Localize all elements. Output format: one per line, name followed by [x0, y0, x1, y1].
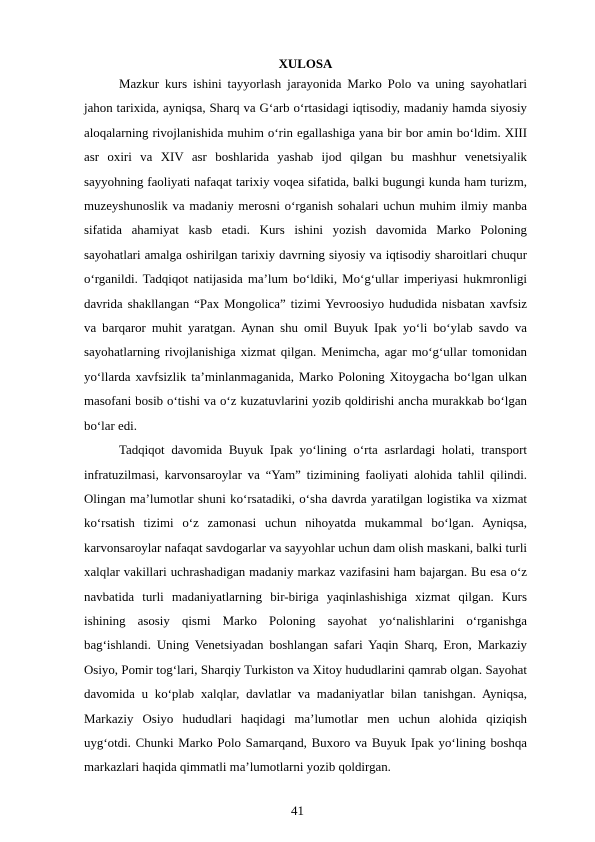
document-page — [84, 56, 527, 780]
page-number: 41 — [291, 804, 304, 818]
body-paragraph-1: Mazkur kurs ishini tayyorlash jarayonida Marko Polo va uning sayohatlari jahon tarixida, ayniqsa, Sharq va G‘arb o‘rtasidagi iqtisodiy, madaniy hamda siyosiy aloqalarning rivojlanishida muhim o‘rin egallashiga yana bir bor amin bo‘ldim. XIII asr oxiri va XIV asr boshlarida yashab ijod qilgan bu mashhur venetsiyalik sayyohning faoliyati nafaqat tarixiy voqea sifatida, balki bugungi kunda ham turizm, muzeyshunoslik va madaniy merosni o‘rganish sohalari uchun muhim ilmiy manba sifatida ahamiyat kasb etadi. Kurs ishini yozish davomida Marko Poloning sayohatlari amalga oshirilgan tarixiy davrning siyosiy va iqtisodiy sharoitlari chuqur o‘rganildi. Tadqiqot natijasida ma’lum bo‘ldiki, Mo‘g‘ullar imperiyasi hukmronligi davrida shakllangan “Pax Mongolica” tizimi Yevroosiyo hududida nisbatan xavfsiz va barqaror muhit yaratgan. Aynan shu omil Buyuk Ipak yo‘li bo‘ylab savdo va sayohatlarning rivojlanishiga xizmat qilgan. Menimcha, agar mo‘g‘ullar tomonidan yo‘llarda xavfsizlik ta’minlanmaganida, Marko Poloning Xitoygacha bo‘lgan ulkan masofani bosib o‘tishi va o‘z kuzatuvlarini yozib qoldirishi ancha murakkab bo‘lgan bo‘lar edi. — [84, 77, 527, 433]
body-paragraph-2: Tadqiqot davomida Buyuk Ipak yo‘lining o‘rta asrlardagi holati, transport infratuzilmasi, karvonsaroylar va “Yam” tizimining faoliyati alohida tahlil qilindi. Olingan ma’lumotlar shuni ko‘rsatadiki, o‘sha davrda yaratilgan logistika va xizmat ko‘rsatish tizimi o‘z zamonasi uchun nihoyatda mukammal bo‘lgan. Ayniqsa, karvonsaroylar nafaqat savdogarlar va sayyohlar uchun dam olish maskani, balki turli xalqlar vakillari uchrashadigan madaniy markaz vazifasini ham bajargan. Bu esa o‘z navbatida turli madaniyatlarning bir-biriga yaqinlashishiga xizmat qilgan. Kurs ishining asosiy qismi Marko Poloning sayohat yo‘nalishlarini o‘rganishga bag‘ishlandi. Uning Venetsiyadan boshlangan safari Yaqin Sharq, Eron, Markaziy Osiyo, Pomir tog‘lari, Sharqiy Turkiston va Xitoy hududlarini qamrab olgan. Sayohat davomida u ko‘plab xalqlar, davlatlar va madaniyatlar bilan tanishgan. Ayniqsa, Markaziy Osiyo hududlari haqidagi ma’lumotlar men uchun alohida qiziqish uyg‘otdi. Chunki Marko Polo Samarqand, Buxoro va Buyuk Ipak yo‘lining boshqa markazlari haqida qimmatli ma’lumotlarni yozib qoldirgan. — [84, 443, 527, 775]
section-title: XULOSA — [278, 57, 333, 71]
